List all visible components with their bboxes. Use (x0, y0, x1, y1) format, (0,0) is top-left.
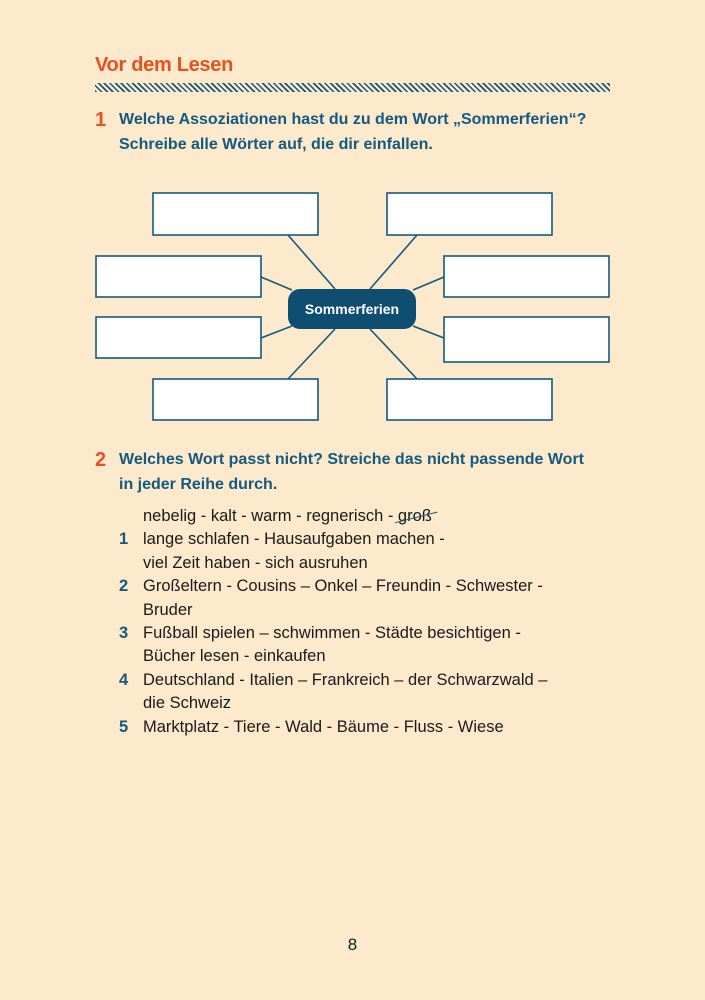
row-number: 5 (119, 717, 129, 736)
row-line: viel Zeit haben - sich ausruhen (143, 553, 368, 572)
row-number: 3 (119, 624, 129, 643)
list-item (119, 622, 547, 669)
answer-box[interactable] (444, 256, 609, 297)
row-number: 2 (119, 577, 129, 596)
section-title: Vor dem Lesen (95, 54, 233, 76)
list-item (119, 575, 547, 622)
row-line: lange schlafen - Hausaufgaben machen - (143, 530, 445, 549)
row-line: Großeltern - Cousins – Onkel – Freundin - Schwester - (143, 577, 543, 596)
row-line: Deutschland - Italien – Frankreich – der Schwarzwald – (143, 670, 548, 689)
struck-word: groß (397, 507, 432, 525)
mind-map (0, 0, 705, 440)
answer-box[interactable] (387, 193, 552, 235)
task-1-number: 1 (95, 109, 107, 131)
answer-box[interactable] (444, 317, 609, 362)
row-line: Bruder (143, 600, 193, 619)
list-item (119, 669, 547, 716)
example-row (119, 505, 547, 528)
task-2-instruction: Welches Wort passt nicht? Streiche das nicht passende Wort in jeder Reihe durch. (119, 451, 584, 493)
task-1-instruction: Welche Assoziationen hast du zu dem Wort „Sommerferien“? Schreibe alle Wörter auf, die dir einfallen. (119, 111, 587, 153)
answer-box[interactable] (153, 193, 318, 235)
list-item (119, 528, 547, 575)
task-2-number: 2 (95, 449, 107, 471)
page-number: 8 (347, 935, 358, 954)
row-line: Bücher lesen - einkaufen (143, 647, 326, 666)
row-line: Fußball spielen – schwimmen - Städte besichtigen - (143, 624, 521, 643)
example-text: nebelig - kalt - warm - regnerisch - (143, 507, 398, 525)
answer-box[interactable] (96, 256, 261, 297)
word-rows (119, 505, 547, 739)
center-word: Sommerferien (288, 289, 416, 329)
row-number: 4 (119, 670, 129, 689)
row-line: die Schweiz (143, 694, 232, 713)
list-item (119, 716, 547, 739)
answer-box[interactable] (96, 317, 261, 358)
answer-box[interactable] (153, 379, 318, 420)
answer-box[interactable] (387, 379, 552, 420)
row-number: 1 (119, 530, 129, 549)
row-line: Marktplatz - Tiere - Wald - Bäume - Fluss - Wiese (143, 717, 504, 736)
